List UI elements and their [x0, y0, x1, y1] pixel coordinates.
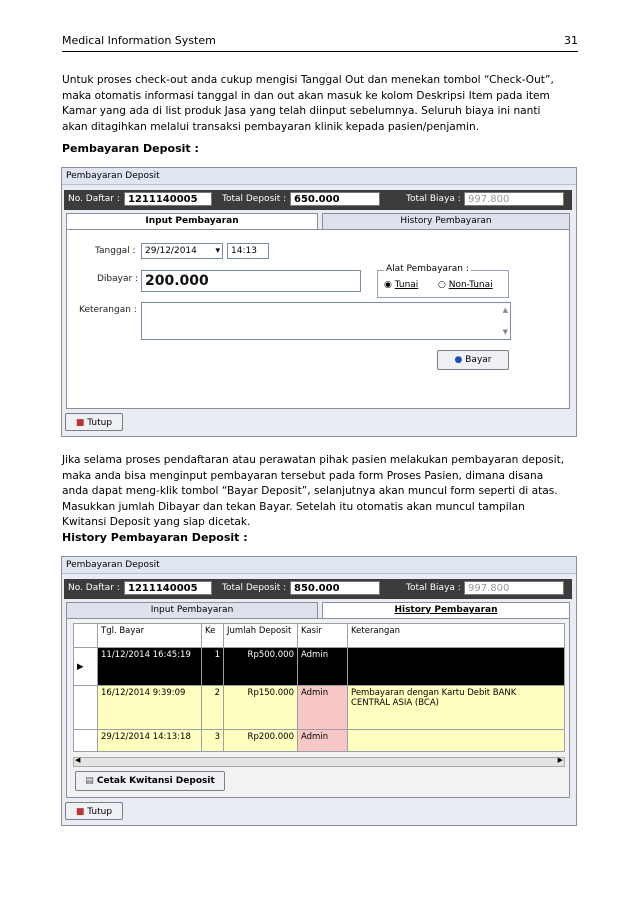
cell-keterangan: [348, 648, 565, 686]
tab-input-pembayaran[interactable]: Input Pembayaran: [66, 602, 318, 618]
table-header-row: [74, 624, 565, 648]
no-daftar-field: 1211140005: [124, 581, 212, 595]
history-window: [61, 556, 577, 826]
cell-jumlah: Rp150.000: [224, 686, 298, 730]
tab-history-pembayaran[interactable]: History Pembayaran: [322, 213, 570, 229]
history-panel: [66, 618, 570, 798]
col-jumlah-deposit[interactable]: Jumlah Deposit: [224, 624, 298, 648]
tutup-label: Tutup: [87, 807, 113, 817]
cell-kasir: Admin: [298, 730, 348, 752]
section-title-deposit: Pembayaran Deposit :: [62, 142, 199, 155]
paragraph-checkout: [62, 73, 582, 135]
tab-row: [66, 602, 570, 618]
total-deposit-field: 650.000: [290, 192, 380, 206]
keterangan-input[interactable]: [141, 302, 511, 340]
col-tgl-bayar[interactable]: Tgl. Bayar: [98, 624, 202, 648]
paragraph-line: Masukkan jumlah Dibayar dan tekan Bayar. Setelah itu otomatis akan muncul tampilan: [62, 500, 525, 513]
scroll-right-icon[interactable]: ▶: [557, 756, 563, 764]
cell-ke: 1: [202, 648, 224, 686]
radio-tunai[interactable]: [384, 280, 418, 290]
input-panel: [66, 229, 570, 409]
cell-keterangan: [348, 686, 565, 730]
window-title: Pembayaran Deposit: [62, 168, 576, 185]
add-circle-icon: ●: [454, 355, 463, 365]
paragraph-deposit: [62, 453, 582, 531]
jam-field[interactable]: 14:13: [227, 243, 269, 259]
section-title-history: History Pembayaran Deposit :: [62, 531, 248, 544]
cell-ke: 2: [202, 686, 224, 730]
tutup-label: Tutup: [87, 418, 113, 428]
cell-kasir: Admin: [298, 686, 348, 730]
exit-icon: ■: [75, 418, 85, 428]
dibayar-input[interactable]: 200.000: [141, 270, 361, 292]
tanggal-label: Tanggal :: [95, 246, 136, 256]
paragraph-line: Jika selama proses pendaftaran atau perawatan pihak pasien melakukan pembayaran deposit,: [62, 454, 565, 466]
bayar-label: Bayar: [465, 355, 492, 365]
cell-keterangan: [348, 730, 565, 752]
header-rule: [62, 51, 578, 52]
col-ke[interactable]: Ke: [202, 624, 224, 648]
cell-tgl: 16/12/2014 9:39:09: [98, 686, 202, 730]
paragraph-line: anda dapat meng-klik tombol “Bayar Deposit”, selanjutnya akan muncul form seperti di atas.: [62, 485, 558, 497]
radio-tunai-label: Tunai: [394, 280, 419, 290]
col-kasir[interactable]: Kasir: [298, 624, 348, 648]
deposit-window: [61, 167, 577, 437]
cell-tgl: 11/12/2014 16:45:19: [98, 648, 202, 686]
tutup-button[interactable]: [65, 413, 123, 431]
tab-input-pembayaran[interactable]: Input Pembayaran: [66, 213, 318, 230]
dibayar-label: Dibayar :: [97, 274, 139, 284]
table-row[interactable]: [74, 730, 565, 752]
total-deposit-label: Total Deposit :: [222, 194, 287, 204]
row-selector: [74, 686, 98, 730]
total-deposit-field: 850.000: [290, 581, 380, 595]
radio-non-tunai[interactable]: [438, 280, 493, 290]
tutup-button[interactable]: [65, 802, 123, 820]
row-selector: [74, 730, 98, 752]
paragraph-line: akan ditagihkan melalui transaksi pembayaran klinik kepada pasien/penjamin.: [62, 120, 480, 133]
cetak-label: Cetak Kwitansi Deposit: [96, 776, 215, 786]
paragraph-line: Kwitansi Deposit yang siap dicetak.: [62, 516, 251, 528]
scroll-left-icon[interactable]: ◀: [75, 756, 81, 764]
cell-kasir: Admin: [298, 648, 348, 686]
page-number: 31: [564, 34, 578, 47]
scroll-down-icon[interactable]: ▼: [502, 328, 508, 336]
keterangan-line: CENTRAL ASIA (BCA): [351, 698, 439, 708]
tanggal-picker[interactable]: [141, 243, 223, 259]
alat-pembayaran-legend: Alat Pembayaran :: [386, 264, 469, 274]
table-row[interactable]: [74, 648, 565, 686]
radio-unchecked-icon: ○: [438, 280, 446, 290]
no-daftar-label: No. Daftar :: [68, 194, 120, 204]
cell-ke: 3: [202, 730, 224, 752]
tanggal-value: 29/12/2014: [145, 246, 197, 256]
header-title: Medical Information System: [62, 34, 216, 47]
cell-tgl: 29/12/2014 14:13:18: [98, 730, 202, 752]
horizontal-scrollbar[interactable]: [73, 757, 565, 767]
tab-row: [66, 213, 570, 229]
total-biaya-field: 997.800: [464, 192, 564, 206]
chevron-down-icon[interactable]: ▾: [215, 246, 220, 256]
scroll-up-icon[interactable]: ▲: [502, 306, 508, 314]
total-biaya-label: Total Biaya :: [406, 583, 461, 593]
table-row[interactable]: [74, 686, 565, 730]
no-daftar-field: 1211140005: [124, 192, 212, 206]
cell-jumlah: Rp200.000: [224, 730, 298, 752]
window-title: Pembayaran Deposit: [62, 557, 576, 574]
total-biaya-label: Total Biaya :: [406, 194, 461, 204]
keterangan-line: Pembayaran dengan Kartu Debit BANK: [351, 688, 517, 698]
history-table: [73, 623, 565, 752]
exit-icon: ■: [75, 807, 85, 817]
total-deposit-label: Total Deposit :: [222, 583, 287, 593]
cell-jumlah: Rp500.000: [224, 648, 298, 686]
cetak-kwitansi-button[interactable]: [75, 771, 225, 791]
col-keterangan[interactable]: Keterangan: [348, 624, 565, 648]
bayar-button[interactable]: [437, 350, 509, 370]
row-pointer-icon: ▶: [74, 648, 98, 686]
printer-icon: ▤: [85, 776, 94, 786]
alat-pembayaran-group: [377, 264, 509, 298]
paragraph-line: maka anda bisa menginput pembayaran tersebut pada form Proses Pasien, dimana disana: [62, 469, 544, 482]
summary-bar: [64, 579, 572, 599]
tab-history-pembayaran[interactable]: History Pembayaran: [322, 602, 570, 619]
no-daftar-label: No. Daftar :: [68, 583, 120, 593]
paragraph-line: maka otomatis informasi tanggal in dan out akan masuk ke kolom Deskripsi Item pada item: [62, 89, 550, 102]
radio-checked-icon: ◉: [384, 280, 392, 290]
keterangan-label: Keterangan :: [79, 305, 137, 315]
total-biaya-field: 997.800: [464, 581, 564, 595]
radio-non-tunai-label: Non-Tunai: [448, 280, 493, 290]
row-selector-header: [74, 624, 98, 648]
page-header: [62, 34, 578, 47]
summary-bar: [64, 190, 572, 210]
paragraph-line: Untuk proses check-out anda cukup mengisi Tanggal Out dan menekan tombol “Check-Out”,: [62, 74, 554, 86]
paragraph-line: Kamar yang ada di list produk Jasa yang telah diinput sebelumnya. Seluruh biaya ini nanti: [62, 105, 541, 117]
